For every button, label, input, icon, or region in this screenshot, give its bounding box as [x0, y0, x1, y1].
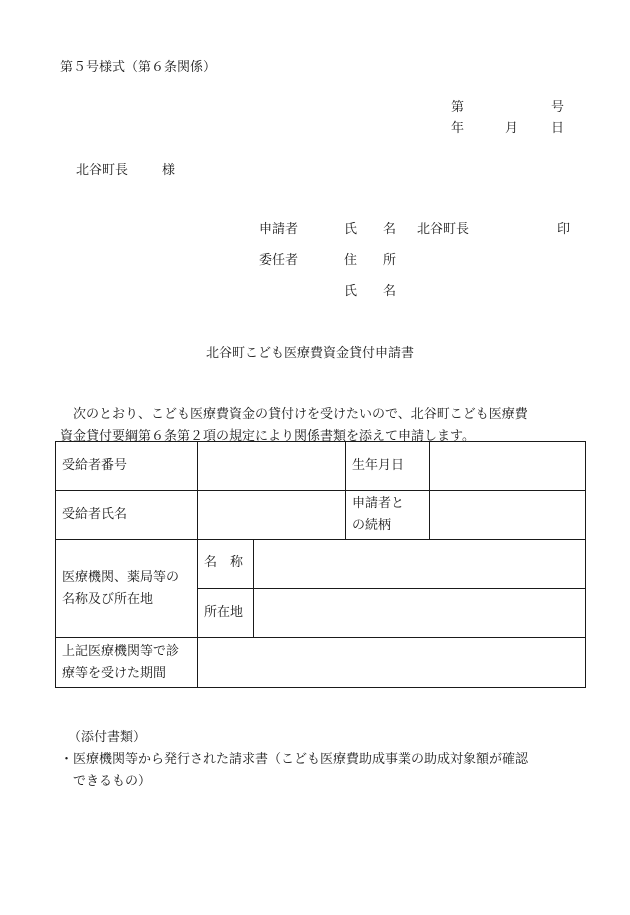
attachments-section: [68, 727, 593, 749]
attachments-list: [60, 749, 595, 793]
delegate-label: 委任者: [259, 253, 299, 268]
recipient-number-field[interactable]: [198, 442, 346, 491]
recipient-name-label: 受給者氏名: [56, 491, 198, 540]
doc-number-prefix: 第: [451, 100, 465, 115]
relation-label-line-2: の続柄: [352, 518, 392, 533]
institution-label-line-2: 名称及び所在地: [62, 591, 154, 607]
delegate-name-label: 氏 名: [344, 284, 397, 299]
addressee-honorific: 様: [162, 163, 176, 178]
seal-mark: 印: [557, 222, 571, 237]
addressee-name: 北谷町長: [76, 163, 129, 178]
relation-label: [346, 491, 430, 540]
institution-label: [56, 540, 198, 638]
treatment-period-field[interactable]: [198, 638, 586, 688]
attachment-item-line-2: できるもの）: [60, 774, 152, 789]
form-number: 第５号様式（第６条関係）: [60, 60, 217, 75]
applicant-name-label: 氏 名: [344, 222, 397, 237]
applicant-name-value: 北谷町長: [417, 222, 470, 237]
applicant-label: 申請者: [259, 222, 299, 237]
treatment-period-line-1: 上記医療機関等で診: [62, 643, 180, 659]
attachments-heading: （添付書類）: [68, 730, 147, 745]
body-line-1: 次のとおり、こども医療費資金の貸付けを受けたいので、北谷町こども医療費: [73, 407, 528, 422]
institution-location-label: 所在地: [198, 589, 254, 638]
address-label: 住 所: [344, 253, 397, 268]
recipient-name-field[interactable]: [198, 491, 346, 540]
doc-number-suffix: 号: [551, 100, 565, 115]
date-month: 月: [505, 121, 519, 136]
application-table: [55, 441, 586, 688]
institution-location-field[interactable]: [254, 589, 586, 638]
attachment-item-line-1: ・医療機関等から発行された請求書（こども医療費助成事業の助成対象額が確認: [60, 752, 529, 767]
institution-name-field[interactable]: [254, 540, 586, 589]
institution-label-line-1: 医療機関、薬局等の: [62, 569, 180, 585]
recipient-number-label: 受給者番号: [56, 442, 198, 491]
birth-date-field[interactable]: [430, 442, 586, 491]
body-line-2: 資金貸付要綱第６条第２項の規定により関係書類を添えて申請します。: [60, 429, 475, 444]
birth-date-label: 生年月日: [346, 442, 430, 491]
relation-field[interactable]: [430, 491, 586, 540]
date-year: 年: [451, 121, 465, 136]
institution-name-label: 名 称: [198, 540, 254, 589]
treatment-period-label: [56, 638, 198, 688]
date-day: 日: [551, 121, 565, 136]
treatment-period-line-2: 療等を受けた期間: [62, 665, 167, 681]
document-title: 北谷町こども医療費資金貸付申請書: [206, 346, 415, 361]
relation-label-line-1: 申請者と: [352, 496, 405, 511]
